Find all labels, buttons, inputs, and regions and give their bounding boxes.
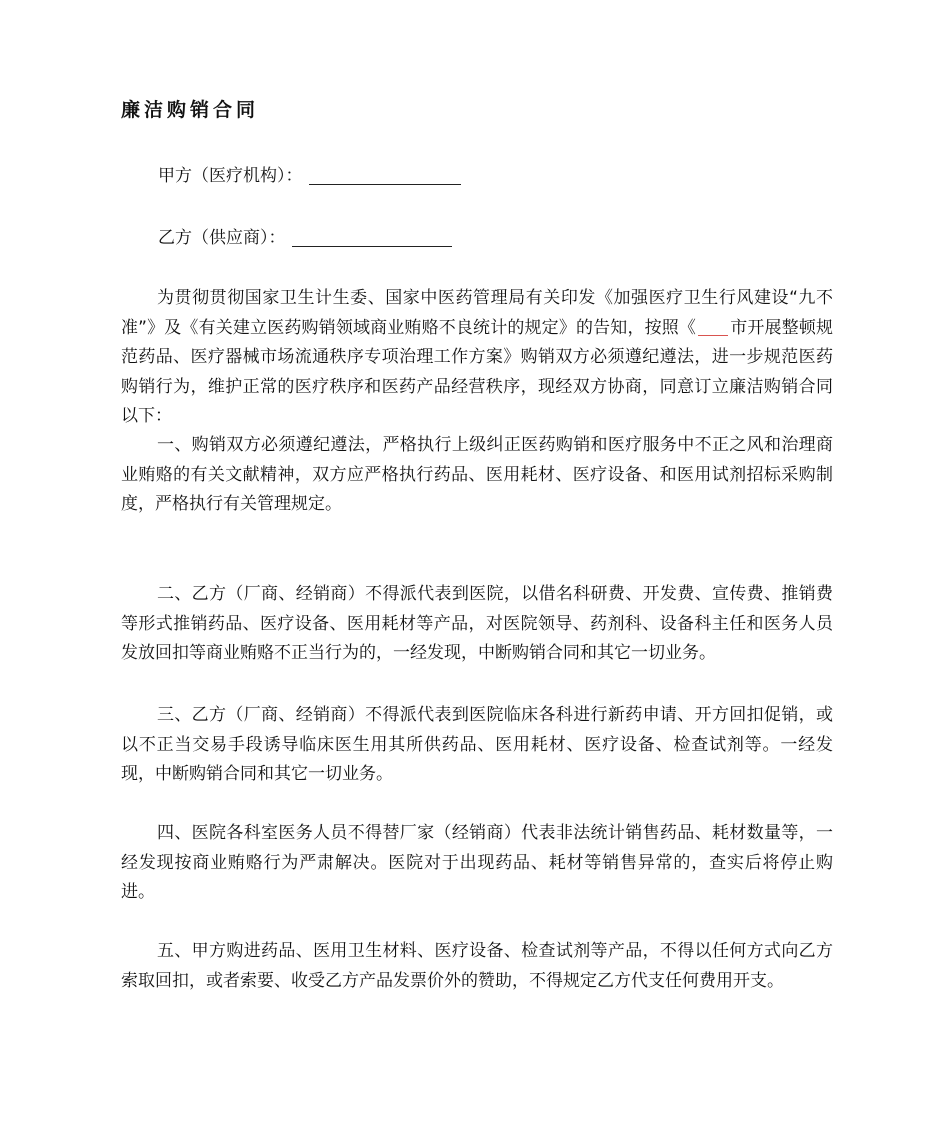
clause-2: 二、乙方（厂商、经销商）不得派代表到医院，以借名科研费、开发费、宣传费、推销费等形式推销药品、医疗设备、医用耗材等产品，对医院领导、药剂科、设备科主任和医务人员发放回扣等商业贿赂不正当行为的，一经发现，中断购销合同和其它一切业务。 bbox=[121, 584, 833, 663]
intro-text-before: 为贯彻贯彻国家卫生计生委、国家中医药管理局有关印发《加强医疗卫生行风建设“九不准”》及《有关建立医药购销领域商业贿赂不良统计的规定》的告知，按照《 bbox=[121, 288, 833, 338]
intro-text-after: 市开展整顿规范药品、医疗器械市场流通秩序专项治理工作方案》购销双方必须遵纪遵法，进一步规范医药购销行为，维护正常的医疗秩序和医药产品经营秩序，现经双方协商，同意订立廉洁购销合同以下： bbox=[121, 317, 834, 426]
clause-3: 三、乙方（厂商、经销商）不得派代表到医院临床各科进行新药申请、开方回扣促销，或以不正当交易手段诱导临床医生用其所供药品、医用耗材、医疗设备、检查试剂等。一经发现，中断购销合同和其它一切业务。 bbox=[121, 705, 833, 784]
party-b-line bbox=[158, 224, 452, 252]
party-a-line bbox=[158, 162, 461, 190]
city-blank bbox=[698, 317, 728, 336]
intro-paragraph bbox=[121, 284, 833, 432]
clause-5: 五、甲方购进药品、医用卫生材料、医疗设备、检查试剂等产品，不得以任何方式向乙方索取回扣，或者索要、收受乙方产品发票价外的赞助，不得规定乙方代支任何费用开支。 bbox=[121, 941, 833, 991]
party-b-blank bbox=[292, 226, 452, 247]
party-a-blank bbox=[309, 164, 461, 185]
party-b-label: 乙方（供应商）： bbox=[158, 228, 286, 248]
clause-1: 一、购销双方必须遵纪遵法，严格执行上级纠正医药购销和医疗服务中不正之风和治理商业贿赂的有关文献精神，双方应严格执行药品、医用耗材、医疗设备、和医用试剂招标采购制度，严格执行有关管理规定。 bbox=[121, 435, 833, 514]
document-title: 廉洁购销合同 bbox=[121, 99, 260, 121]
clause-4: 四、医院各科室医务人员不得替厂家（经销商）代表非法统计销售药品、耗材数量等，一经发现按商业贿赂行为严肃解决。医院对于出现药品、耗材等销售异常的，查实后将停止购进。 bbox=[121, 823, 833, 902]
party-a-label: 甲方（医疗机构）： bbox=[158, 166, 303, 186]
